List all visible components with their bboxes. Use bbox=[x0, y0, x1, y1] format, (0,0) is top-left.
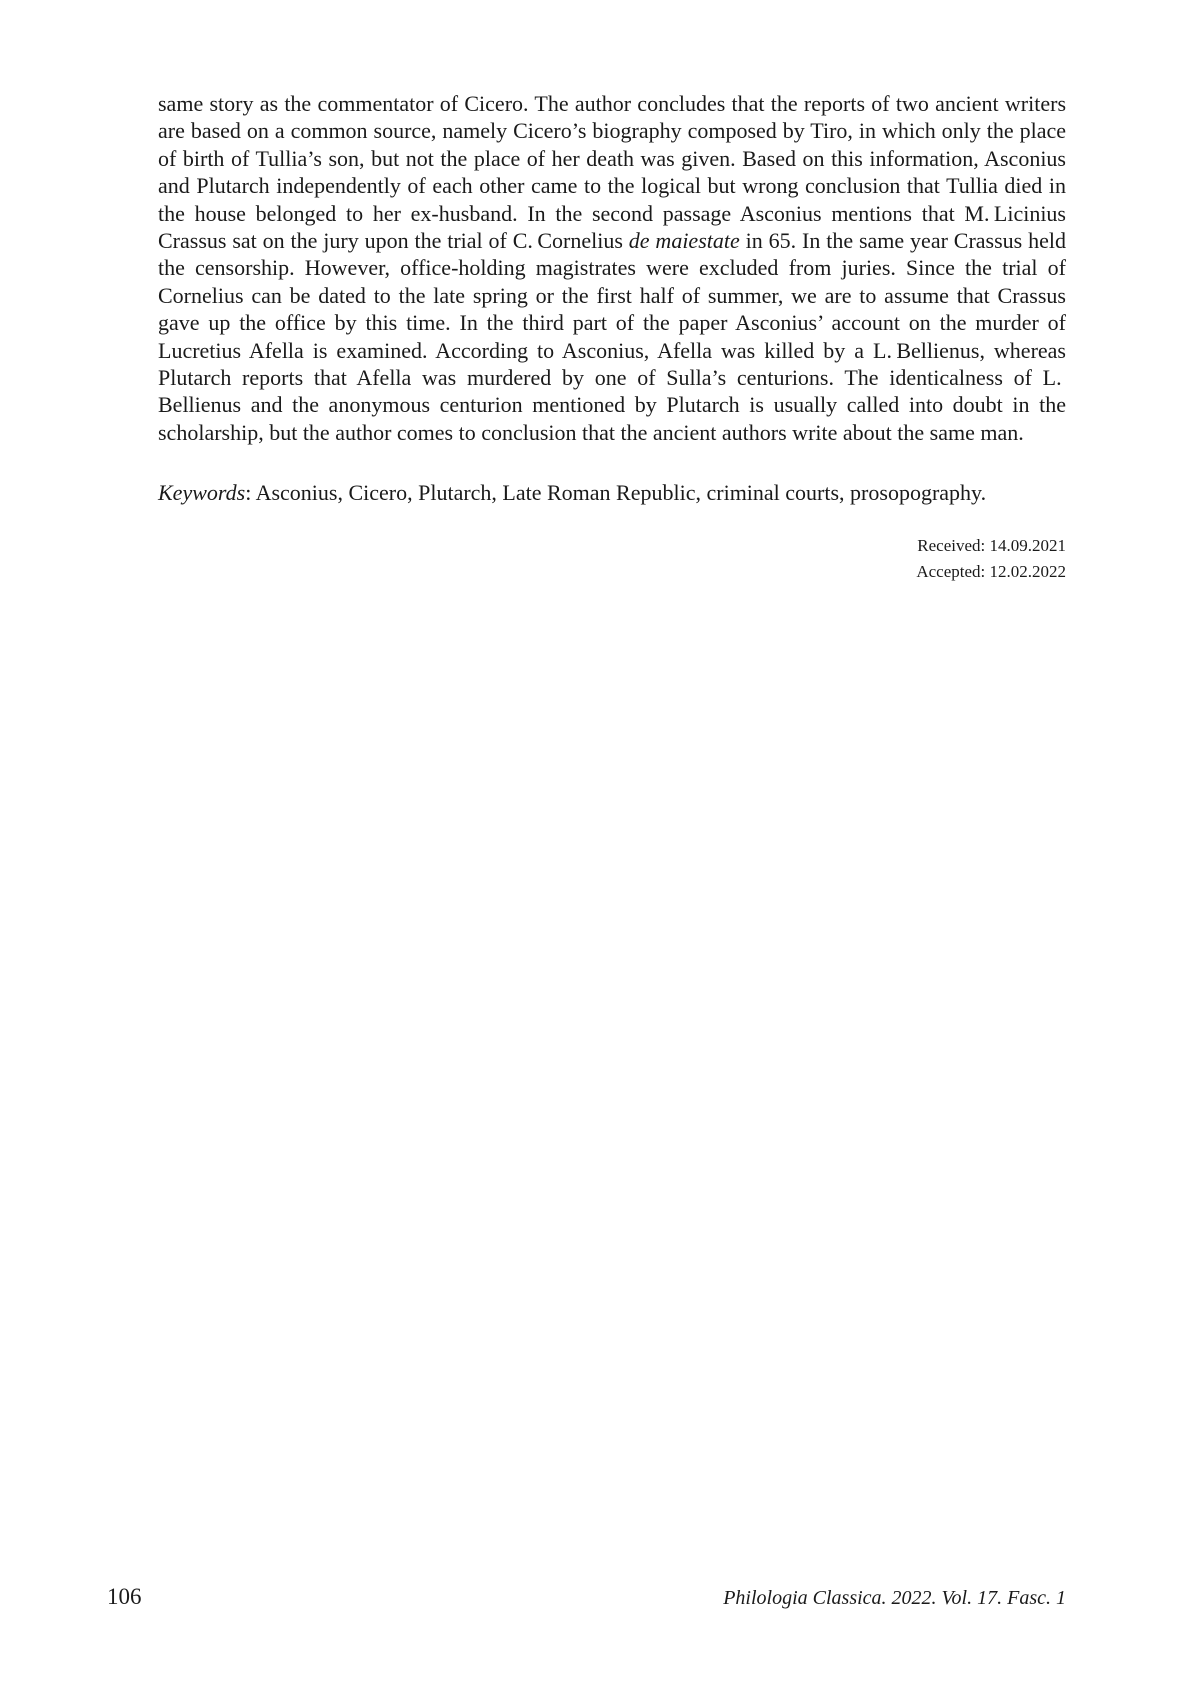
abstract-paragraph bbox=[158, 90, 1066, 446]
keywords-line bbox=[158, 479, 1066, 506]
abstract-text bbox=[158, 90, 1066, 446]
accepted-date: Accepted: 12.02.2022 bbox=[916, 562, 1066, 581]
abstract-text-part2: in 65. In the same year Crassus held the censorship. However, office-holding magistrates were excluded from juries. Since the trial of Cornelius can be dated to the late spring or the first half of summer, we are to assume that Crassus gave up the office by this time. In the third part of the paper Asconius’ account on the murder of Lucretius Afella is examined. According to Asconius, Afella was killed by a L. Bellienus, whereas Plutarch reports that Afella was murdered by one of Sulla’s centurions. The identicalness of L. Bellienus and the anonymous centurion mentioned by Plutarch is usually called into doubt in the scholarship, but the author comes to conclusion that the ancient authors write about the same man. bbox=[158, 228, 1066, 445]
submission-dates bbox=[916, 533, 1066, 585]
abstract-italic-phrase: de maiestate bbox=[628, 228, 740, 254]
abstract-text-part1: same story as the commentator of Cicero. The author concludes that the reports of two ancient writers are based on a common source, namely Cicero’s biography composed by Tiro, in which only the place of birth of Tullia’s son, but not the place of her death was given. Based on this information, Asconius and Plutarch independently of each other came to the logical but wrong conclusion that Tullia died in the house belonged to her ex-husband. In the second passage Asconius mentions that M. Licinius Crassus sat on the jury upon the trial of C. Cornelius bbox=[158, 91, 1066, 254]
keywords-label: Keywords bbox=[158, 480, 246, 505]
page-number: 106 bbox=[107, 1584, 142, 1609]
journal-citation: Philologia Classica. 2022. Vol. 17. Fasc. 1 bbox=[723, 1587, 1066, 1609]
keywords-list: : Asconius, Cicero, Plutarch, Late Roman Republic, criminal courts, prosopography. bbox=[245, 480, 987, 505]
received-date: Received: 14.09.2021 bbox=[917, 536, 1066, 555]
